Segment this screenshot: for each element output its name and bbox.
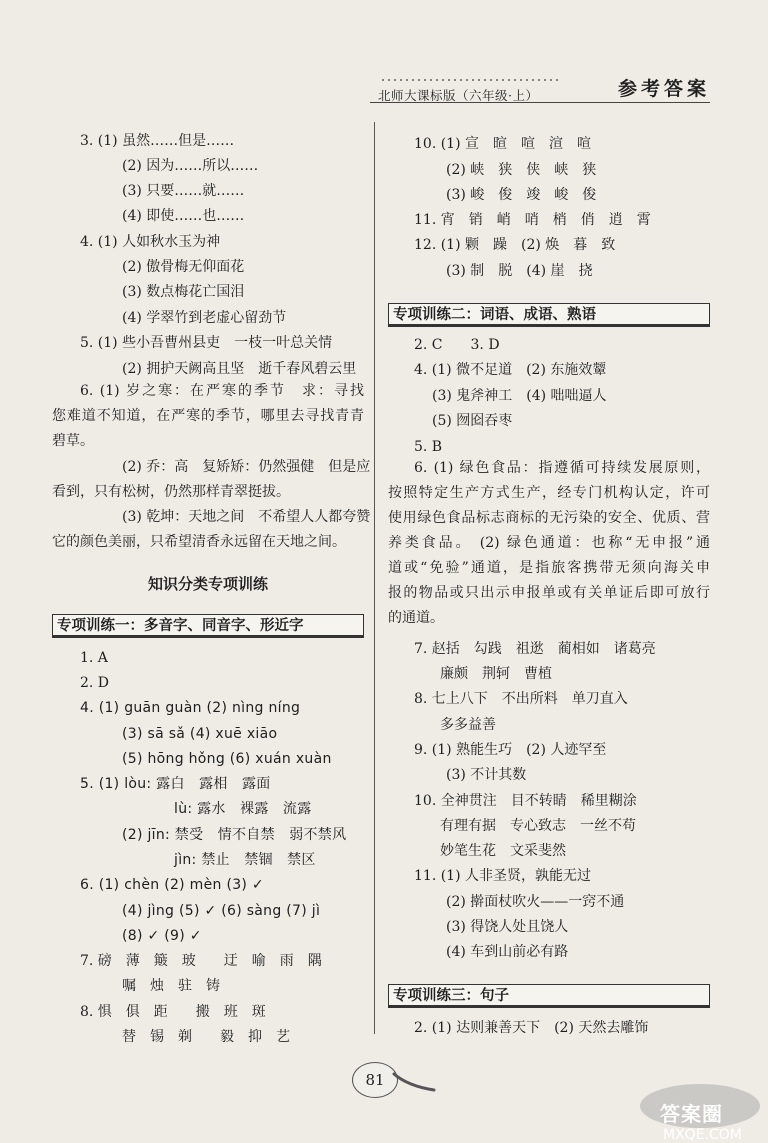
answer-line: 按照特定生产方式生产，经专门机构认定，许可 (388, 485, 710, 501)
answer-line: 它的颜色美丽，只希望清香永远留在天地之间。 (52, 534, 346, 550)
answer-line: (2) 拥护天阙高且坚 逝千春风碧云里 (122, 361, 357, 377)
section-title: 知识分类专项训练 (147, 575, 268, 593)
answer-line: 碧草。 (52, 433, 94, 449)
column-divider (374, 122, 375, 1034)
answer-line: 6. (1) 绿色食品：指遵循可持续发展原则， (414, 460, 710, 476)
answer-line: 11. 宵 销 峭 哨 梢 俏 逍 霄 (414, 212, 651, 228)
answer-line: lù: 露水 裸露 流露 (174, 801, 312, 817)
answer-line: 多多益善 (440, 717, 496, 733)
answer-line: (3) 只要……就…… (122, 183, 245, 199)
answer-line: 8. 七上八下 不出所料 单刀直入 (414, 691, 628, 707)
answer-line: (4) 学翠竹到老虚心留劲节 (122, 310, 287, 326)
answer-line: (2) 擀面杖吹火——一窍不通 (446, 894, 625, 910)
answer-line: (5) hōng hǒng (6) xuán xuàn (122, 751, 332, 767)
header-dots (380, 78, 560, 82)
answer-line: (3) 乾坤：天地之间 不希望人人都夸赞 (122, 509, 371, 525)
answer-line: 养类食品。 (2) 绿色通道：也称“无申报”通 (388, 535, 710, 551)
answer-line: 使用绿色食品标志商标的无污染的安全、优质、营 (388, 510, 710, 526)
answer-line: 10. 全神贯注 目不转睛 稀里糊涂 (414, 793, 637, 809)
answer-paragraph (52, 505, 371, 555)
answer-line: 5. (1) 些小吾曹州县吏 一枝一叶总关情 (80, 335, 333, 351)
answer-line: 9. (1) 熟能生巧 (2) 人迹罕至 (414, 742, 607, 758)
answer-line: 4. (1) 人如秋水玉为神 (80, 234, 221, 250)
answer-line: 妙笔生花 文采斐然 (440, 843, 566, 859)
answer-line: 报的物品或只出示申报单或有关单证后即可放行 (388, 585, 710, 601)
answer-line: 有理有据 专心致志 一丝不苟 (440, 818, 636, 834)
answer-line: (3) 得饶人处且饶人 (446, 919, 569, 935)
answer-line: (3) sā sǎ (4) xuē xiāo (122, 726, 278, 742)
section-heading-3: 专项训练三：句子 (388, 984, 710, 1008)
answer-line: (8) ✓ (9) ✓ (122, 928, 202, 944)
answer-line: 替 锡 剃 毅 抑 艺 (122, 1029, 290, 1045)
answer-line: (3) 峻 俊 竣 峻 俊 (446, 187, 597, 203)
answer-line: 4. (1) 微不足道 (2) 东施效颦 (414, 362, 607, 378)
answer-line: jìn: 禁止 禁锢 禁区 (174, 852, 316, 868)
answer-line: (4) 即使……也…… (122, 208, 245, 224)
answer-line: 12. (1) 颗 躁 (2) 焕 暮 致 (414, 237, 616, 253)
answer-paragraph (52, 379, 364, 454)
answer-line: (3) 数点梅花亡国泪 (122, 284, 245, 300)
page-number: 81 (352, 1062, 398, 1098)
answer-line: (2) jīn: 禁受 情不自禁 弱不禁风 (122, 827, 347, 843)
answer-line: (4) 车到山前必有路 (446, 944, 569, 960)
answer-line: 看到，只有松树，仍然那样青翠挺拔。 (52, 484, 290, 500)
answer-line: 7. 赵括 勾践 祖逖 蔺相如 诸葛亮 (414, 641, 656, 657)
answer-line: 2. D (80, 675, 110, 691)
header-rule (370, 102, 710, 103)
answer-line: 3. (1) 虽然……但是…… (80, 133, 235, 149)
answer-line: 5. (1) lòu: 露白 露相 露面 (80, 776, 271, 792)
answer-line: (5) 囫囵吞枣 (432, 413, 513, 429)
answer-line: 2. (1) 达则兼善天下 (2) 天然去雕饰 (414, 1020, 649, 1036)
answer-line: (4) jìng (5) ✓ (6) sàng (7) jì (122, 903, 321, 919)
answer-line: 4. (1) guān guàn (2) nìng níng (80, 700, 301, 716)
answer-paragraph (388, 456, 710, 631)
answer-line: (3) 鬼斧神工 (4) 咄咄逼人 (432, 388, 607, 404)
answer-line: 10. (1) 宣 暄 喧 渲 喧 (414, 136, 591, 152)
page-header (370, 70, 710, 106)
answer-line: 道或“免验”通道，是指旅客携带无须向海关申 (388, 560, 710, 576)
answer-line: 7. 磅 薄 簸 玻 迂 喻 雨 隅 (80, 953, 322, 969)
answer-line: (3) 制 脱 (4) 崖 挠 (446, 263, 593, 279)
answer-line: 1. A (80, 650, 108, 666)
answer-line: (2) 因为……所以…… (122, 158, 259, 174)
section-heading-1: 专项训练一：多音字、同音字、形近字 (52, 614, 364, 638)
answer-line: 6. (1) 岁之寒：在严寒的季节 求：寻找 (80, 383, 364, 399)
section-heading-2: 专项训练二：词语、成语、熟语 (388, 303, 710, 327)
answer-line: 廉颇 荆轲 曹植 (440, 666, 552, 682)
answer-line: (3) 不计其数 (446, 767, 527, 783)
watermark-url: MXQE.COM (663, 1127, 742, 1143)
answer-line: 5. B (414, 439, 443, 455)
answer-line: 6. (1) chèn (2) mèn (3) ✓ (80, 877, 264, 893)
watermark-text: 答案圈 (660, 1102, 723, 1126)
answer-line: (2) 傲骨梅无仰面花 (122, 259, 245, 275)
answer-line: 11. (1) 人非圣贤，孰能无过 (414, 868, 591, 884)
answer-line: 8. 惧 俱 距 搬 班 斑 (80, 1004, 266, 1020)
answer-line: 您难道不知道，在严寒的季节，哪里去寻找青青 (52, 408, 364, 424)
answer-line: (2) 峡 狭 侠 峡 狭 (446, 162, 597, 178)
answer-paragraph (52, 455, 371, 505)
answer-line: (2) 乔：高 复矫矫：仍然强健 但是应 (122, 459, 371, 475)
answer-line: 的通道。 (388, 610, 444, 626)
edition-label: 北师大课标版（六年级·上） (378, 88, 539, 103)
magnifier-icon (392, 1068, 436, 1094)
answer-line: 2. C 3. D (414, 337, 500, 353)
header-title: 参考答案 (618, 78, 711, 100)
answer-line: 嘱 烛 驻 铸 (122, 978, 220, 994)
